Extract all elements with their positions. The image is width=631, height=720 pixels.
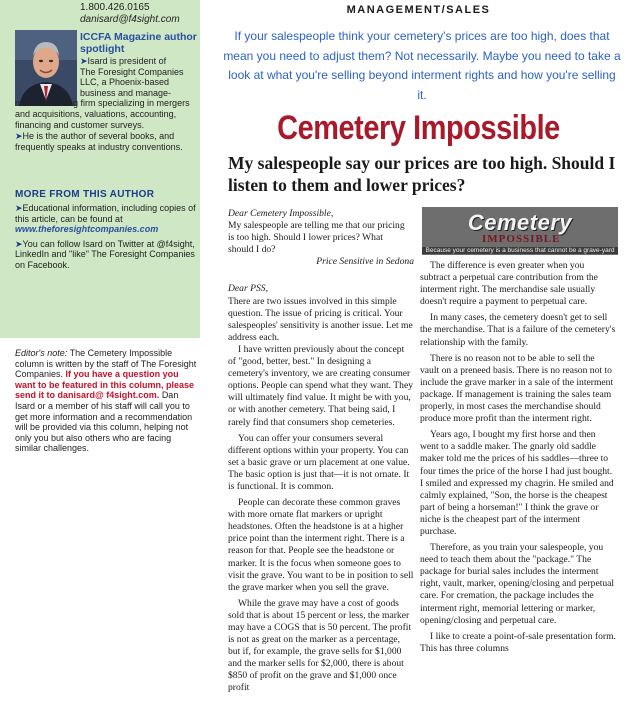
letter-salutation: Dear Cemetery Impossible,: [228, 208, 334, 219]
more-from-author: [15, 203, 197, 275]
author-email[interactable]: danisard@f4sight.com: [80, 14, 180, 25]
article: [206, 0, 631, 720]
author-spotlight-title: ICCFA Magazine author spotlight: [80, 31, 197, 55]
article-title: Cemetery Impossible: [277, 109, 560, 147]
arrow-icon: ➤: [15, 203, 23, 213]
arrow-icon: ➤: [80, 56, 88, 66]
section-label: MANAGEMENT/SALES: [346, 4, 491, 16]
article-column-1: [228, 208, 414, 695]
arrow-icon: ➤: [15, 131, 23, 142]
editors-note: [15, 348, 197, 454]
logo-word-top: Cemetery: [467, 210, 573, 235]
editors-note-text: The Cemetery Impossible column is written by the staff of The Foresight Companies.: [15, 348, 197, 380]
paragraph: I have written previously about the concept of "good, better, best." In designing a cemetery's inventory, we are creating consumer options. People can spend what they want. They will ultimately find value. It might be with you, or with another cemetery. That being said, I rarely find that consumers shop cemeteries.: [228, 343, 413, 428]
editors-note-callout[interactable]: If you have a question you want to be featured in this column, please send it to danisard@ f4sight.com.: [15, 369, 195, 401]
paragraph: Therefore, as you train your salespeople, you need to teach them about the "package." The package for burial sales includes the interment right, vault, marker, opening/closing and perpetual care. For cremation, the package includes the interment right, memorial lettering or marker, opening/closing and perpetual care.: [420, 542, 615, 626]
paragraph: There is no reason not to be able to sell the vault on a preneed basis. There is no reason not to include the grave marker in a sale of the interment package. If management is training the sales team properly, in most cases the merchandise should produce more profit than the interment right.: [420, 352, 614, 425]
article-subtitle: My salespeople say our prices are too high. Should I listen to them and lower prices?: [228, 153, 616, 195]
bio-line: business and manage-: [80, 87, 172, 98]
paragraph: I like to create a point-of-sale presentation form. This has three columns: [420, 630, 616, 654]
cemetery-impossible-logo: [422, 207, 618, 255]
more-from-author-heading: MORE FROM THIS AUTHOR: [15, 189, 155, 200]
paragraph: In many cases, the cemetery doesn't get to sell the merchandise. That is a failure of the cemetery's relationship with the family.: [420, 312, 616, 348]
bio-line: LLC, a Phoenix-based: [80, 77, 170, 88]
paragraph: There are two issues involved in this simple question. The issue of pricing is critical. Your salespeoples' sensitivity is another issue. Let me address each.: [228, 295, 413, 343]
editors-note-text: Dan Isard or a member of his staff will call you to get more information and a recommendation will be provided via this column, helping not only you but also others who are facing similar challenges.: [15, 390, 193, 454]
arrow-icon: ➤: [15, 238, 23, 249]
bio-line: The Foresight Companies: [80, 66, 184, 77]
logo-word-sub: IMPOSSIBLE: [482, 233, 561, 245]
letter-signature: Price Sensitive in Sedona: [316, 256, 414, 268]
author-contact: [80, 2, 180, 26]
bio-line: Isard is president of: [87, 56, 167, 66]
answer-salutation: Dear PSS,: [228, 283, 268, 295]
paragraph: You can offer your consumers several different options within your property. You can set a basic grave or urn placement at one value. The basic option is just that—it is not ornate. It is functional. It is common.: [228, 432, 410, 492]
bio-books: He is the author of several books, and frequently speaks at industry conventions.: [15, 131, 183, 152]
author-bio: [15, 56, 197, 152]
editors-note-label: Editor's note:: [15, 348, 68, 358]
paragraph: While the grave may have a cost of goods sold that is about 15 percent or less, the marker may have a COGS that is 50 percent. The profit is not as great on the marker as a percentage, but if, for example, the grave sells for $1,000 and the marker sells for $2,000, there is about $850 of profit on the grave and $1,000 once profit: [228, 597, 412, 694]
author-phone: 1.800.426.0165: [80, 2, 150, 13]
article-column-2: [420, 260, 616, 655]
more-educational: Educational information, including copies of this article, can be found at: [15, 203, 196, 224]
paragraph: The difference is even greater when you subtract a perpetual care contribution from the interment right. The merchandise sale usually doesn't require a payment to perpetual care.: [420, 260, 598, 308]
paragraph: People can decorate these common graves with more ornate flat markers or upright headstones. Often the headstone is at a higher price point than the interment right. There is a reason for that. People see the headstone or marker. It is the focus when someone goes to visit the grave. You want to be in position to sell the grave marker when you sell the grave.: [228, 497, 414, 593]
article-intro: If your salespeople think your cemetery's prices are too high, does that mean you need to adjust them? Not necessarily. Maybe you need to take a look at what you're selling beyond interment rights and how you're selling it.: [223, 29, 621, 102]
website-link[interactable]: www.theforesightcompanies.com: [15, 224, 159, 235]
more-social: You can follow Isard on Twitter at @f4sight, LinkedIn and "like" The Foresight Companies on Facebook.: [15, 238, 195, 270]
paragraph: Years ago, I bought my first horse and then went to a saddle maker. The gnarly old saddle maker told me the prices of his saddles—three to four times the price of the horse I had just bought. I smiled and expressed my chagrin. He smiled and calmly explained, "Son, the horse is the cheapest part of being a horseman!" I think the grave or niche is the cheapest part of the interment purchase.: [420, 429, 614, 537]
logo-tagline: Because your cemetery is a business that cannot be a grave-yard: [422, 247, 618, 254]
author-sidebar: [0, 0, 200, 720]
bio-rest: ment consulting firm specializing in mergers and acquisitions, valuations, accounting, financing and customer surveys.: [15, 98, 190, 130]
letter-body: My salespeople are telling me that our pricing is too high. Should I lower prices? What should I do?: [228, 220, 405, 256]
